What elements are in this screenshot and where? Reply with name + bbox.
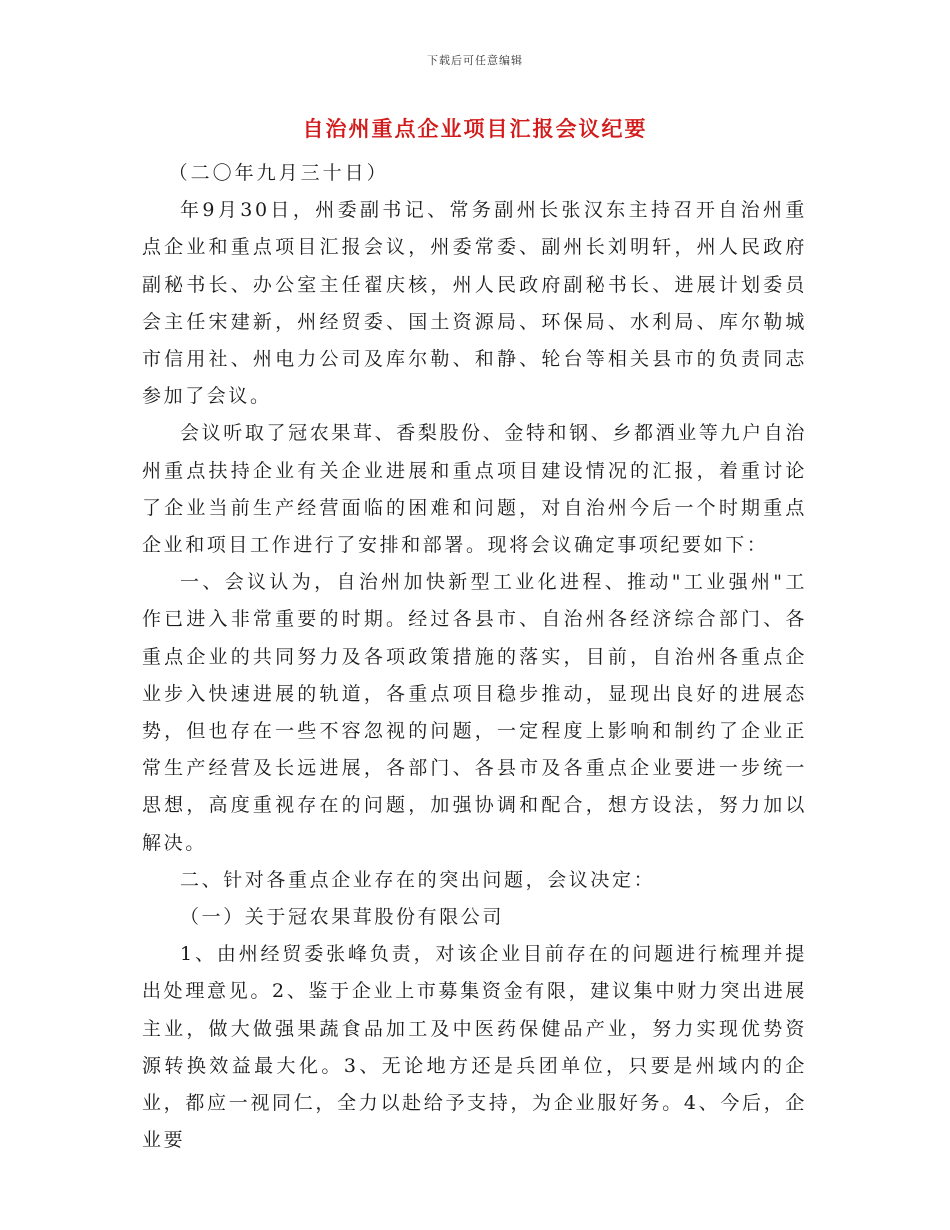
paragraph-meeting-content: 会议听取了冠农果茸、香梨股份、金特和钢、乡都酒业等九户自治州重点扶持企业有关企业进展和重点项目建设情况的汇报，着重讨论了企业当前生产经营面临的困难和问题，对自治州今后一个时期重点企业和项目工作进行了安排和部署。现将会议确定事项纪要如下： [142, 422, 807, 557]
paragraph-section-two: 二、针对各重点企业存在的突出问题，会议决定： [180, 868, 656, 891]
header-note: 下载后可任意编辑 [427, 54, 523, 67]
paragraph-subsection-items: 1、由州经贸委张峰负责，对该企业目前存在的问题进行梳理并提出处理意见。2、鉴于企业上市募集资金有限，建议集中财力突出进展主业，做大做强果蔬食品加工及中医药保健品产业，努力实现优势资源转换效益最大化。3、无论地方还是兵团单位，只要是州域内的企业，都应一视同仁，全力以赴给予支持，为企业服好务。4、今后，企业要 [142, 943, 807, 1152]
paragraph-subsection-one: （一）关于冠农果茸股份有限公司 [180, 906, 505, 929]
paragraph-meeting-intro: 年9月30日，州委副书记、常务副州长张汉东主持召开自治州重点企业和重点项目汇报会议，州委常委、副州长刘明轩，州人民政府副秘书长、办公室主任翟庆核，州人民政府副秘书长、进展计划委员会主任宋建新，州经贸委、国土资源局、环保局、水利局、库尔勒城市信用社、州电力公司及库尔勒、和静、轮台等相关县市的负责同志参加了会议。 [142, 199, 807, 408]
paragraph-section-one: 一、会议认为，自治州加快新型工业化进程、推动"工业强州"工作已进入非常重要的时期。经过各县市、自治州各经济综合部门、各重点企业的共同努力及各项政策措施的落实，目前，自治州各重点企业步入快速进展的轨道，各重点项目稳步推动，显现出良好的进展态势，但也存在一些不容忽视的问题，一定程度上影响和制约了企业正常生产经营及长远进展，各部门、各县市及各重点企业要进一步统一思想，高度重视存在的问题，加强协调和配合，想方设法，努力加以解决。 [142, 571, 807, 854]
document-title: 自治州重点企业项目汇报会议纪要 [302, 116, 648, 141]
document-body [142, 155, 807, 1159]
document-date: （二〇年九月三十日） [168, 162, 389, 184]
